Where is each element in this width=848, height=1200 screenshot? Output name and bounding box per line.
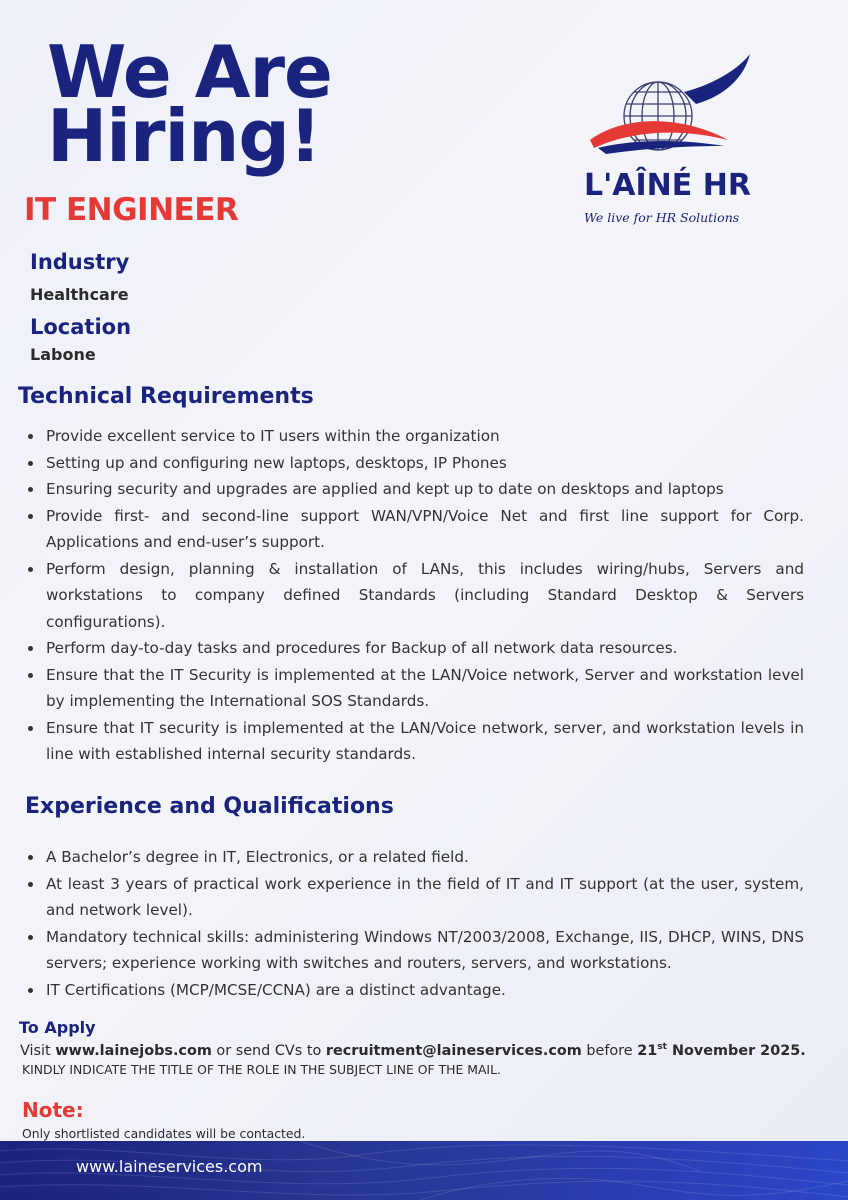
apply-instructions [20, 1042, 806, 1059]
jobs-site-link[interactable]: www.lainejobs.com [55, 1042, 212, 1059]
industry-label: Industry [30, 250, 130, 274]
list-item: Ensure that the IT Security is implemented at the LAN/Voice network, Server and workstation level by implementing the International SOS Standards. [22, 662, 804, 715]
job-title: IT ENGINEER [24, 192, 239, 228]
brand-name: L'AÎNÉ HR [584, 168, 751, 203]
note-title: Note: [22, 1098, 84, 1122]
list-item: At least 3 years of practical work experience in the field of IT and IT support (at the user, system, and network level). [22, 871, 804, 924]
deadline-day: 21 [637, 1042, 658, 1059]
apply-send-text: or send CVs to [216, 1042, 322, 1059]
headline [47, 30, 332, 178]
list-item: Perform design, planning & installation of LANs, this includes wiring/hubs, Servers and workstations to company defined Standards (including Standard Desktop & Servers configurations). [22, 556, 804, 636]
list-item: Ensure that IT security is implemented at the LAN/Voice network, server, and workstation levels in line with established internal security standards. [22, 715, 804, 768]
technical-requirements-title: Technical Requirements [18, 384, 314, 409]
list-item: Provide excellent service to IT users within the organization [22, 423, 804, 450]
headline-line-1: We Are [47, 30, 332, 114]
experience-title: Experience and Qualifications [25, 794, 394, 819]
technical-requirements-list [22, 423, 804, 768]
apply-title: To Apply [19, 1018, 96, 1037]
headline-line-2: Hiring! [47, 94, 321, 178]
footer-bar [0, 1141, 848, 1200]
list-item: Perform day-to-day tasks and procedures for Backup of all network data resources. [22, 635, 804, 662]
deadline-suffix: st [657, 1042, 667, 1052]
list-item: Setting up and configuring new laptops, desktops, IP Phones [22, 450, 804, 477]
deadline-month-year: November 2025. [671, 1042, 806, 1059]
list-item: A Bachelor’s degree in IT, Electronics, or a related field. [22, 844, 804, 871]
apply-before-text: before [586, 1042, 633, 1059]
subject-line-instruction: KINDLY INDICATE THE TITLE OF THE ROLE IN THE SUBJECT LINE OF THE MAIL. [22, 1062, 501, 1077]
note-text: Only shortlisted candidates will be contacted. [22, 1126, 306, 1141]
experience-list [22, 844, 804, 1003]
deadline-date [637, 1043, 805, 1059]
list-item: Mandatory technical skills: administering Windows NT/2003/2008, Exchange, IIS, DHCP, WINS, DNS servers; experience working with switches and routers, servers, and workstations. [22, 924, 804, 977]
apply-visit-text: Visit [20, 1042, 51, 1059]
location-value: Labone [30, 345, 96, 364]
list-item: Ensuring security and upgrades are applied and kept up to date on desktops and laptops [22, 476, 804, 503]
location-label: Location [30, 315, 132, 339]
company-website-link[interactable]: www.laineservices.com [76, 1157, 263, 1176]
recruitment-email-link[interactable]: recruitment@laineservices.com [325, 1042, 582, 1059]
industry-value: Healthcare [30, 285, 129, 304]
list-item: Provide first- and second-line support WAN/VPN/Voice Net and first line support for Corp. Applications and end-user’s support. [22, 503, 804, 556]
brand-tagline: We live for HR Solutions [584, 210, 740, 225]
list-item: IT Certifications (MCP/MCSE/CCNA) are a distinct advantage. [22, 977, 804, 1004]
